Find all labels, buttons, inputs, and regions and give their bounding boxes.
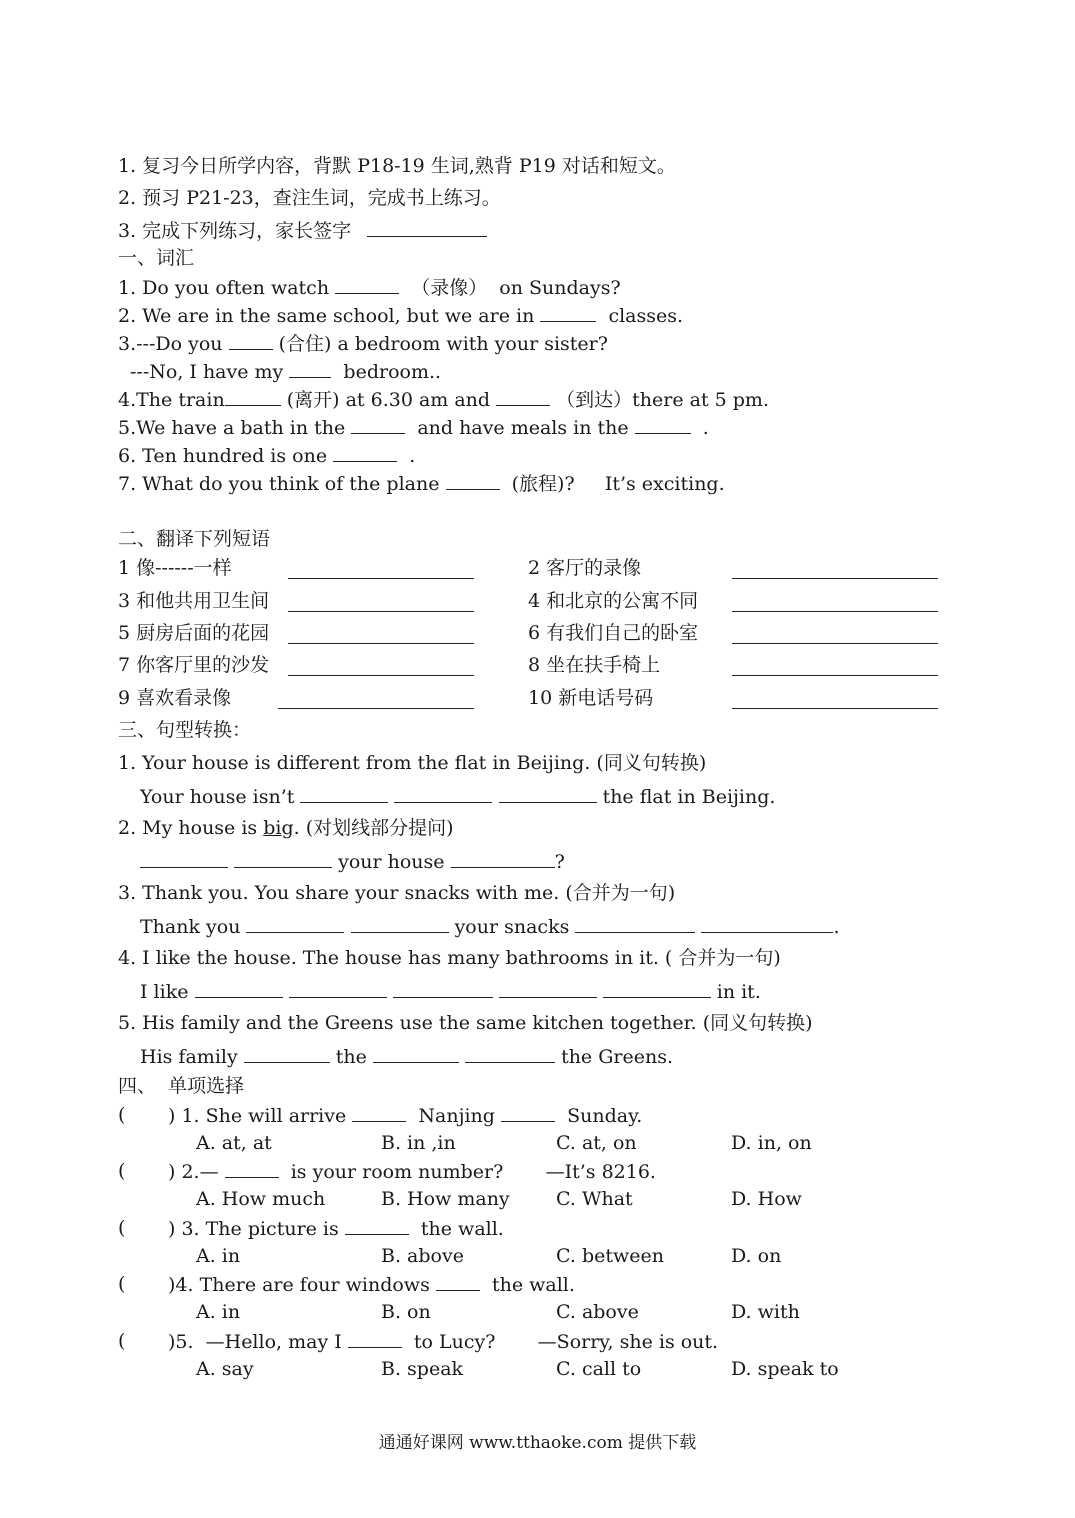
phrase-1-blank bbox=[288, 560, 474, 579]
vocab-q3: 3.---Do you (合住) a bedroom with your sister? bbox=[118, 333, 608, 355]
mc-question-5: )5. —Hello, may I to Lucy? —Sorry, she is out. bbox=[168, 1331, 719, 1353]
mc-3-option-b: B. above bbox=[381, 1245, 464, 1267]
footer-credit: 通通好课网 www.tthaoke.com 提供下载 bbox=[378, 1433, 697, 1453]
mc-paren: ( bbox=[118, 1330, 126, 1352]
mc-4-option-a: A. in bbox=[196, 1301, 241, 1323]
transform-2: 2. My house is big. (对划线部分提问) bbox=[118, 817, 454, 839]
mc-4-option-c: C. above bbox=[556, 1301, 639, 1323]
vocab-q2: 2. We are in the same school, but we are in classes. bbox=[118, 305, 684, 327]
transform-5: 5. His family and the Greens use the same kitchen together. (同义句转换) bbox=[118, 1012, 813, 1034]
mc-question-4: )4. There are four windows the wall. bbox=[168, 1274, 575, 1296]
underlined-word: big bbox=[263, 817, 294, 839]
vocab-q1: 1. Do you often watch （录像） on Sundays? bbox=[118, 277, 621, 299]
mc-3-option-a: A. in bbox=[196, 1245, 241, 1267]
mc-5-option-d: D. speak to bbox=[731, 1358, 839, 1380]
section-2-title: 二、翻译下列短语 bbox=[118, 528, 271, 550]
task-3: 3. 完成下列练习，家长签字 bbox=[118, 218, 487, 243]
mc-paren: ( bbox=[118, 1273, 126, 1295]
phrase-8-blank bbox=[732, 657, 938, 676]
transform-4: 4. I like the house. The house has many bathrooms in it. ( 合并为一句) bbox=[118, 947, 781, 969]
phrase-7: 7 你客厅里的沙发 bbox=[118, 654, 270, 676]
mc-2-option-b: B. How many bbox=[381, 1188, 510, 1210]
phrase-6: 6 有我们自己的卧室 bbox=[528, 622, 699, 644]
vocab-q4: 4.The train (离开) at 6.30 am and （到达）there at 5 pm. bbox=[118, 389, 769, 411]
mc-3-option-d: D. on bbox=[731, 1245, 782, 1267]
mc-question-3: ) 3. The picture is the wall. bbox=[168, 1218, 504, 1240]
mc-2-option-a: A. How much bbox=[196, 1188, 326, 1210]
mc-5-option-c: C. call to bbox=[556, 1358, 642, 1380]
mc-5-option-b: B. speak bbox=[381, 1358, 464, 1380]
mc-1-option-c: C. at, on bbox=[556, 1132, 637, 1154]
task-1: 1. 复习今日所学内容，背默 P18-19 生词,熟背 P19 对话和短文。 bbox=[118, 155, 676, 177]
phrase-2: 2 客厅的录像 bbox=[528, 557, 642, 579]
phrase-10-blank bbox=[732, 690, 938, 709]
mc-question-2: ) 2.— is your room number? —It’s 8216. bbox=[168, 1161, 656, 1183]
vocab-q5: 5.We have a bath in the and have meals in the . bbox=[118, 417, 709, 439]
mc-2-option-c: C. What bbox=[556, 1188, 633, 1210]
vocab-q7: 7. What do you think of the plane (旅程)? It’s exciting. bbox=[118, 473, 725, 495]
transform-1: 1. Your house is different from the flat in Beijing. (同义句转换) bbox=[118, 752, 707, 774]
phrase-1: 1 像------一样 bbox=[118, 557, 232, 579]
mc-paren: ( bbox=[118, 1217, 126, 1239]
phrase-5-blank bbox=[288, 625, 474, 644]
mc-2-option-d: D. How bbox=[731, 1188, 802, 1210]
phrase-3-blank bbox=[288, 593, 474, 612]
section-4-title: 四、 单项选择 bbox=[118, 1075, 245, 1097]
phrase-5: 5 厨房后面的花园 bbox=[118, 622, 270, 644]
phrase-10: 10 新电话号码 bbox=[528, 687, 654, 709]
phrase-6-blank bbox=[732, 625, 938, 644]
phrase-7-blank bbox=[288, 657, 474, 676]
section-3-title: 三、句型转换： bbox=[118, 719, 252, 741]
phrase-9: 9 喜欢看录像 bbox=[118, 687, 232, 709]
section-1-title: 一、词汇 bbox=[118, 247, 195, 269]
phrase-4-blank bbox=[732, 593, 938, 612]
phrase-2-blank bbox=[732, 560, 938, 579]
mc-question-1: ) 1. She will arrive Nanjing Sunday. bbox=[168, 1105, 643, 1127]
mc-1-option-b: B. in ,in bbox=[381, 1132, 456, 1154]
transform-1-answer: Your house isn’t the flat in Beijing. bbox=[140, 786, 776, 808]
vocab-q6: 6. Ten hundred is one . bbox=[118, 445, 416, 467]
phrase-3: 3 和他共用卫生间 bbox=[118, 590, 270, 612]
phrase-4: 4 和北京的公寓不同 bbox=[528, 590, 699, 612]
mc-paren: ( bbox=[118, 1104, 126, 1126]
transform-2-answer: your house ? bbox=[140, 849, 565, 874]
mc-4-option-b: B. on bbox=[381, 1301, 431, 1323]
transform-4-answer: I like in it. bbox=[140, 981, 761, 1003]
mc-1-option-d: D. in, on bbox=[731, 1132, 812, 1154]
mc-5-option-a: A. say bbox=[196, 1358, 254, 1380]
mc-4-option-d: D. with bbox=[731, 1301, 800, 1323]
phrase-9-blank bbox=[278, 690, 474, 709]
phrase-8: 8 坐在扶手椅上 bbox=[528, 654, 661, 676]
mc-3-option-c: C. between bbox=[556, 1245, 664, 1267]
transform-5-answer: His family the the Greens. bbox=[140, 1046, 673, 1068]
transform-3: 3. Thank you. You share your snacks with me. (合并为一句) bbox=[118, 882, 676, 904]
transform-3-answer: Thank you your snacks . bbox=[140, 916, 840, 938]
mc-paren: ( bbox=[118, 1160, 126, 1182]
task-2: 2. 预习 P21-23，查注生词，完成书上练习。 bbox=[118, 187, 501, 209]
vocab-q3-answer: ---No, I have my bedroom.. bbox=[130, 361, 442, 383]
mc-1-option-a: A. at, at bbox=[196, 1132, 272, 1154]
